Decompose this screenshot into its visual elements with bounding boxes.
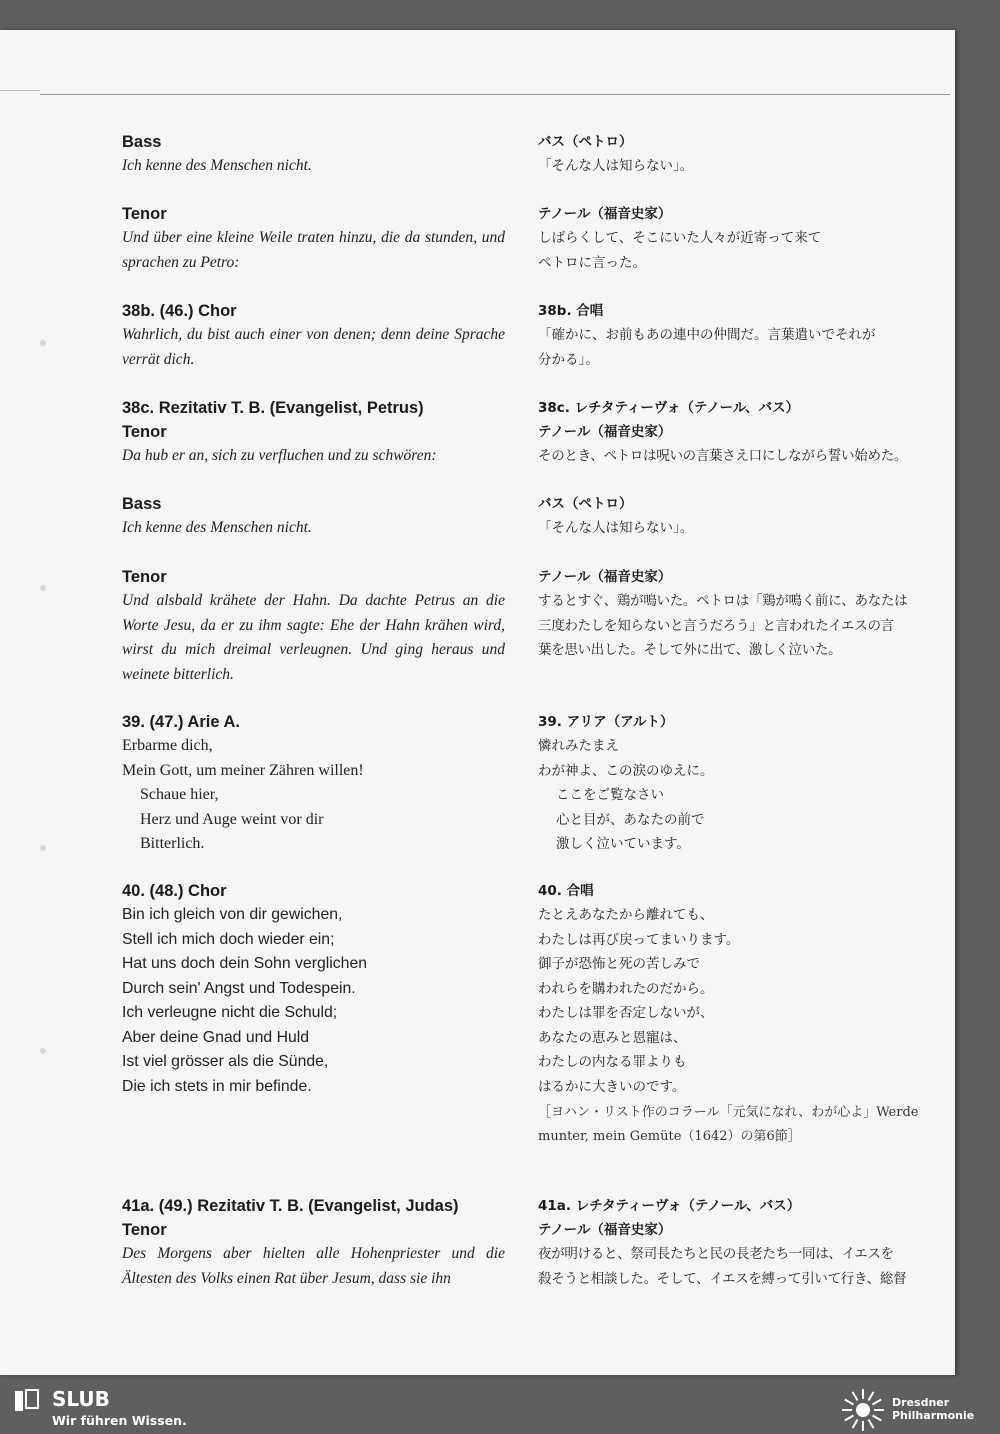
japanese-section bbox=[538, 879, 923, 1149]
verse-line: わたしは再び戻ってまいります。 bbox=[538, 931, 740, 948]
german-section bbox=[122, 396, 505, 469]
verse-lines bbox=[122, 734, 505, 857]
section-heading: テノール（福音史家） bbox=[538, 569, 672, 585]
section-heading: 38b. (46.) Chor bbox=[122, 302, 237, 320]
verse-lines bbox=[122, 903, 505, 1099]
verse-line: Erbarme dich, bbox=[122, 737, 213, 754]
philharmonie-wordmark bbox=[892, 1396, 974, 1422]
verse-lines bbox=[538, 903, 923, 1099]
german-section bbox=[122, 1194, 505, 1291]
philharmonie-logo-icon bbox=[840, 1387, 886, 1433]
verse-line: たとえあなたから離れても、 bbox=[538, 907, 714, 923]
section-text: Da hub er an, sich zu verfluchen und zu schwören: bbox=[122, 447, 437, 464]
german-section bbox=[122, 130, 505, 179]
text-line: 葉を思い出した。そして外に出て、激しく泣いた。 bbox=[538, 642, 842, 658]
german-section bbox=[122, 202, 505, 275]
japanese-section bbox=[538, 299, 923, 372]
slub-title: SLUB bbox=[52, 1387, 110, 1411]
text-line: 分かる」。 bbox=[538, 351, 599, 368]
section-text: 「そんな人は知らない」。 bbox=[538, 158, 694, 174]
verse-line: 激しく泣いています。 bbox=[556, 836, 690, 852]
verse-line: Mein Gott, um meiner Zähren willen! bbox=[122, 761, 364, 779]
verse-line: ここをご覧なさい bbox=[556, 787, 664, 803]
section-heading: 40. 合唱 bbox=[538, 883, 594, 899]
text-line: するとすぐ、鶏が鳴いた。ペトロは「鶏が鳴く前に、あなたは bbox=[538, 593, 908, 609]
section-text: Ich kenne des Menschen nicht. bbox=[122, 157, 312, 174]
section-text: Ich kenne des Menschen nicht. bbox=[122, 519, 312, 536]
section-heading: バス（ペトロ） bbox=[538, 496, 633, 512]
section-lines bbox=[538, 589, 923, 663]
section-heading: 40. (48.) Chor bbox=[122, 882, 227, 900]
section-heading: 38c. Rezitativ T. B. (Evangelist, Petrus) bbox=[122, 399, 424, 417]
verse-line: われらを購われたのだから。 bbox=[538, 980, 714, 997]
section-subheading: Tenor bbox=[122, 423, 167, 441]
german-section bbox=[122, 565, 505, 687]
section-text: 「そんな人は知らない」。 bbox=[538, 520, 694, 536]
binding-hole bbox=[40, 1048, 46, 1054]
binding-hole bbox=[40, 845, 46, 851]
page-edge-line bbox=[0, 90, 40, 91]
verse-line: 憐れみたまえ bbox=[538, 738, 619, 754]
verse-line: Herz und Auge weint vor dir bbox=[140, 810, 324, 828]
german-section bbox=[122, 492, 505, 541]
verse-line: Hat uns doch dein Sohn verglichen bbox=[122, 955, 368, 972]
verse-line: Stell ich mich doch wieder ein; bbox=[122, 930, 335, 948]
verse-line: Aber deine Gnad und Huld bbox=[122, 1028, 310, 1046]
section-heading: 41a. レチタティーヴォ（テノール、バス） bbox=[538, 1198, 801, 1214]
japanese-section bbox=[538, 492, 923, 541]
section-subheading: Tenor bbox=[122, 1221, 167, 1239]
verse-line: Schaue hier, bbox=[140, 786, 219, 803]
section-heading: 39. アリア（アルト） bbox=[538, 714, 674, 730]
section-subheading: テノール（福音史家） bbox=[538, 1222, 672, 1238]
partner-line: Philharmonie bbox=[892, 1409, 975, 1422]
section-text: Wahrlich, du bist auch einer von denen; denn deine Sprache verrät dich. bbox=[122, 326, 505, 368]
verse-line: 御子が恐怖と死の苦しみで bbox=[538, 956, 700, 972]
text-line: 殺そうと相談した。そして、イエスを縛って引いて行き、総督 bbox=[538, 1270, 907, 1287]
verse-line: わたしは罪を否定しないが、 bbox=[538, 1005, 714, 1021]
japanese-section bbox=[538, 565, 923, 663]
verse-line: Bitterlich. bbox=[140, 835, 205, 852]
verse-line: あなたの恵みと恩寵は、 bbox=[538, 1029, 687, 1046]
verse-line: Ist viel grösser als die Sünde, bbox=[122, 1053, 329, 1070]
text-line: ペトロに言った。 bbox=[538, 254, 646, 271]
japanese-section bbox=[538, 396, 923, 469]
section-text: Des Morgens aber hielten alle Hohenpriester und die Ältesten des Volks einen Rat über Jesum, dass sie ihn bbox=[122, 1245, 505, 1287]
verse-line: はるかに大きいのです。 bbox=[538, 1078, 686, 1095]
japanese-section bbox=[538, 1194, 923, 1291]
binding-hole bbox=[40, 340, 46, 346]
section-heading: Bass bbox=[122, 495, 162, 513]
verse-lines bbox=[538, 734, 923, 857]
section-lines bbox=[538, 323, 923, 372]
german-section bbox=[122, 710, 505, 857]
section-heading: 38b. 合唱 bbox=[538, 303, 604, 319]
section-heading: 41a. (49.) Rezitativ T. B. (Evangelist, Judas) bbox=[122, 1197, 459, 1215]
section-text: Und über eine kleine Weile traten hinzu, die da stunden, und sprachen zu Petro: bbox=[122, 229, 505, 271]
text-line: しばらくして、そこにいた人々が近寄って来て bbox=[538, 230, 822, 246]
text-line: 「確かに、お前もあの連中の仲間だ。言葉遣いでそれが bbox=[538, 327, 876, 343]
section-heading: 38c. レチタティーヴォ（テノール、バス） bbox=[538, 400, 800, 416]
section-subheading: テノール（福音史家） bbox=[538, 424, 672, 440]
japanese-section bbox=[538, 202, 923, 275]
japanese-section bbox=[538, 710, 923, 857]
german-section bbox=[122, 299, 505, 372]
section-lines bbox=[538, 226, 923, 275]
section-heading: Tenor bbox=[122, 568, 167, 586]
section-heading: Tenor bbox=[122, 205, 167, 223]
section-heading: Bass bbox=[122, 133, 162, 151]
section-heading: 39. (47.) Arie A. bbox=[122, 713, 240, 731]
section-heading: テノール（福音史家） bbox=[538, 206, 672, 222]
verse-line: Ich verleugne nicht die Schuld; bbox=[122, 1004, 338, 1021]
chorale-source-note bbox=[538, 1101, 923, 1149]
section-heading: バス（ペトロ） bbox=[538, 134, 633, 150]
binding-hole bbox=[40, 585, 46, 591]
section-text: そのとき、ペトロは呪いの言葉さえ口にしながら誓い始めた。 bbox=[538, 448, 908, 464]
text-line: 三度わたしを知らないと言うだろう」と言われたイエスの言 bbox=[538, 617, 894, 634]
japanese-section bbox=[538, 130, 923, 179]
verse-line: Die ich stets in mir befinde. bbox=[122, 1077, 312, 1095]
german-section bbox=[122, 879, 505, 1099]
verse-line: 心と目が、あなたの前で bbox=[556, 811, 705, 828]
verse-line: Durch sein' Angst und Todespein. bbox=[122, 979, 356, 997]
section-lines bbox=[538, 1242, 923, 1291]
verse-line: Bin ich gleich von dir gewichen, bbox=[122, 906, 343, 923]
text-line: 夜が明けると、祭司長たちと民の長老たち一同は、イエスを bbox=[538, 1246, 894, 1262]
partner-line: Dresdner bbox=[892, 1396, 950, 1409]
slub-logo-icon bbox=[14, 1389, 40, 1413]
slub-tagline: Wir führen Wissen. bbox=[52, 1413, 187, 1428]
section-text: Und alsbald krähete der Hahn. Da dachte Petrus an die Worte Jesu, da er zu ihm sagte: Ehe der Hahn krähen wird, wirst du mich dreimal verleugnen. Und ging heraus und weinete bitterlich. bbox=[122, 592, 505, 683]
verse-line: わが神よ、この涙のゆえに。 bbox=[538, 762, 714, 779]
note-line: ［ヨハン・リスト作のコラール「元気になれ、わが心よ」Werde bbox=[538, 1105, 919, 1120]
verse-line: わたしの内なる罪よりも bbox=[538, 1054, 687, 1070]
note-line: munter, mein Gemüte（1642）の第6節］ bbox=[538, 1129, 801, 1144]
header-rule bbox=[40, 94, 950, 95]
